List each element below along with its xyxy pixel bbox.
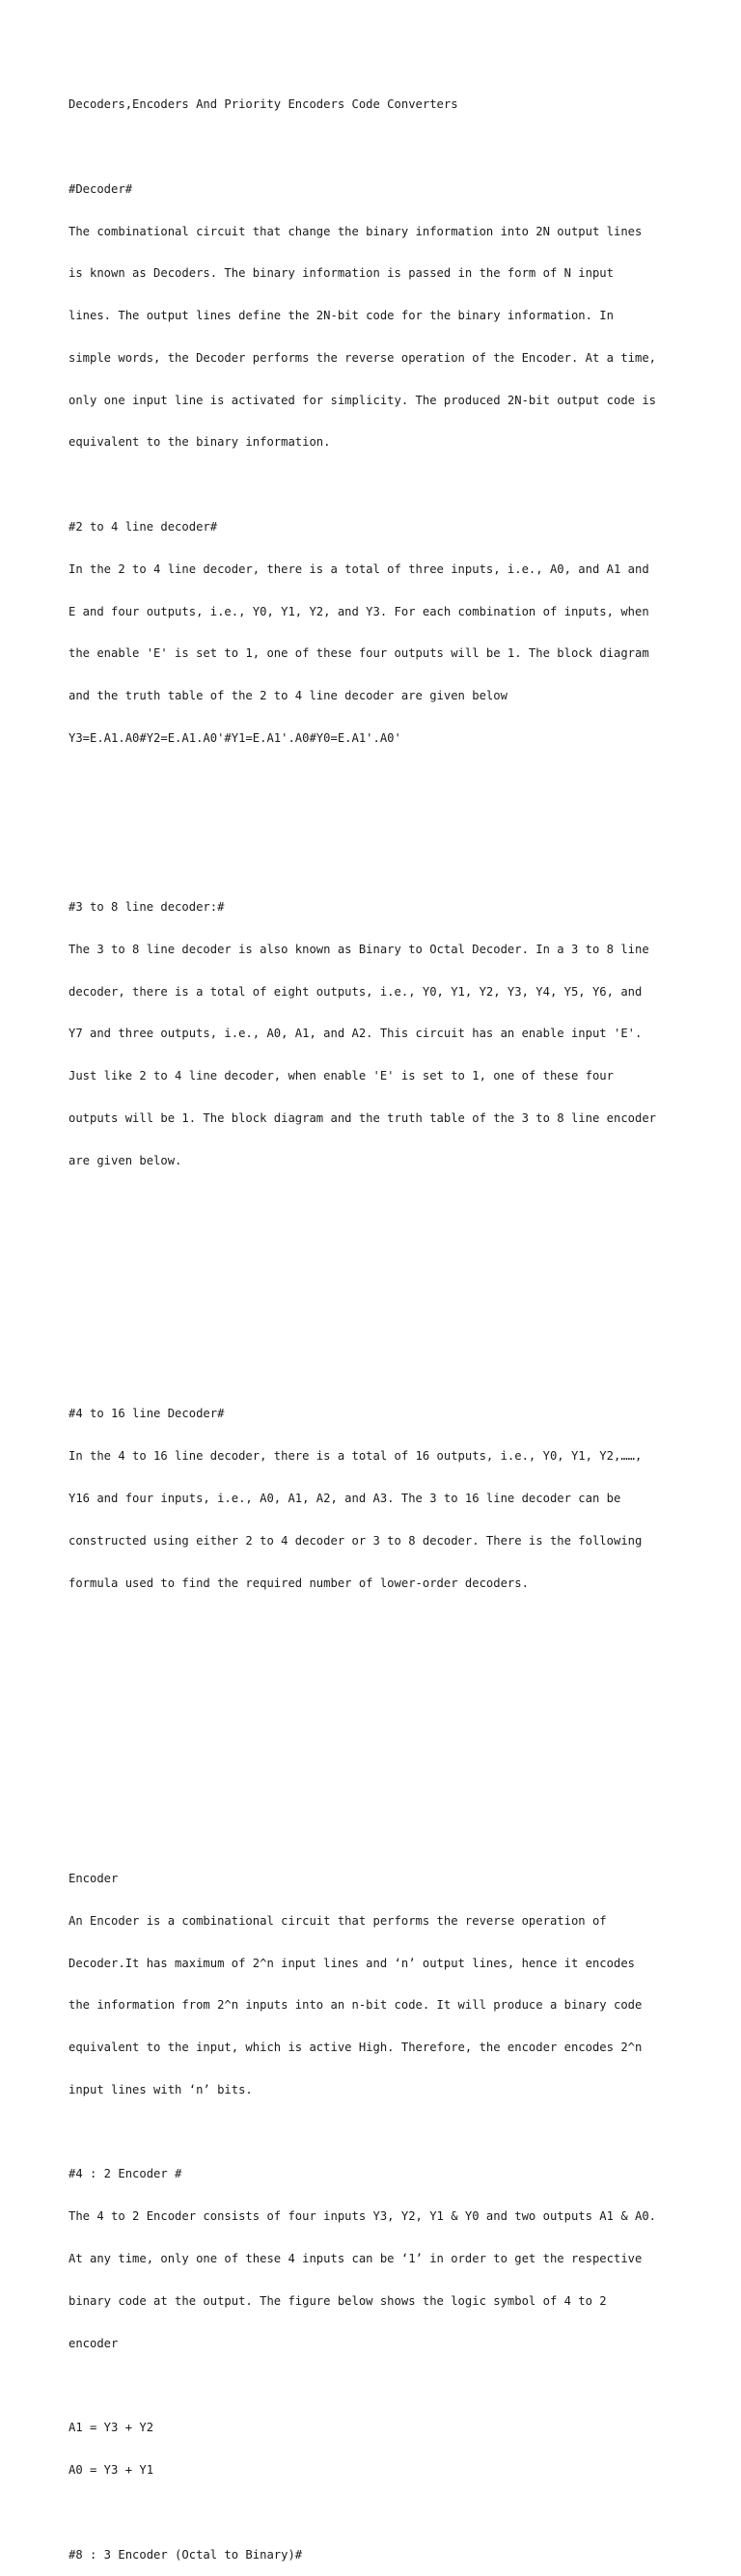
text-line: In the 4 to 16 line decoder, there is a total of 16 outputs, i.e., Y0, Y1, Y2,……, <box>69 1449 643 1464</box>
text-line: simple words, the Decoder performs the reverse operation of the Encoder. At a time, <box>69 350 657 365</box>
section-heading-4to2-encoder: #4 : 2 Encoder # <box>69 2167 182 2181</box>
formula-a1: A1 = Y3 + Y2 <box>69 2421 154 2435</box>
text-line: An Encoder is a combinational circuit that performs the reverse operation of <box>69 1913 607 1928</box>
text-line: The combinational circuit that change the binary information into 2N output lines <box>69 224 643 238</box>
section-heading-2to4-decoder: #2 to 4 line decoder# <box>69 520 218 534</box>
blank-line <box>69 1787 686 1801</box>
blank-line <box>69 2378 686 2393</box>
blank-line <box>69 1618 686 1632</box>
text-line: binary code at the output. The figure below shows the logic symbol of 4 to 2 <box>69 2293 607 2308</box>
section-heading-3to8-decoder: #3 to 8 line decoder:# <box>69 900 225 915</box>
blank-line <box>69 1365 686 1380</box>
section-heading-8to3-encoder: #8 : 3 Encoder (Octal to Binary)# <box>69 2547 303 2562</box>
blank-line <box>69 1703 686 1717</box>
text-line: The 3 to 8 line decoder is also known as Binary to Octal Decoder. In a 3 to 8 line <box>69 942 649 956</box>
text-line: Y16 and four inputs, i.e., A0, A1, A2, and A3. The 3 to 16 line decoder can be <box>69 1491 621 1505</box>
blank-line <box>69 2125 686 2140</box>
blank-line <box>69 774 686 788</box>
section-heading-encoder: Encoder <box>69 1872 119 1885</box>
text-line: At any time, only one of these 4 inputs can be ‘1’ in order to get the respective <box>69 2252 643 2266</box>
text-line: the enable 'E' is set to 1, one of these four outputs will be 1. The block diagram <box>69 646 649 661</box>
text-line: equivalent to the input, which is active High. Therefore, the encoder encodes 2^n <box>69 2041 643 2055</box>
text-line: and the truth table of the 2 to 4 line decoder are given below <box>69 689 508 703</box>
blank-line <box>69 815 686 830</box>
document-title: Decoders,Encoders And Priority Encoders Code Converters <box>69 97 458 112</box>
text-line: lines. The output lines define the 2N-bit code for the binary information. In <box>69 309 614 323</box>
section-heading-decoder: #Decoder# <box>69 181 133 196</box>
blank-line <box>69 1660 686 1675</box>
blank-line <box>69 1238 686 1252</box>
text-line: Decoder.It has maximum of 2^n input lines and ‘n’ output lines, hence it encodes <box>69 1956 635 1970</box>
text-line: In the 2 to 4 line decoder, there is a total of three inputs, i.e., A0, and A1 and <box>69 562 649 576</box>
text-line: Y7 and three outputs, i.e., A0, A1, and A2. This circuit has an enable input 'E'. <box>69 1027 643 1041</box>
text-line: is known as Decoders. The binary information is passed in the form of N input <box>69 266 614 281</box>
text-line: encoder <box>69 2336 119 2350</box>
blank-line <box>69 140 686 154</box>
text-line: outputs will be 1. The block diagram and the truth table of the 3 to 8 line encoder <box>69 1110 657 1125</box>
document-body <box>69 69 686 2576</box>
text-line: input lines with ‘n’ bits. <box>69 2082 253 2096</box>
blank-line <box>69 1196 686 1211</box>
text-line: decoder, there is a total of eight outputs, i.e., Y0, Y1, Y2, Y3, Y4, Y5, Y6, and <box>69 984 643 999</box>
formula-line: Y3=E.A1.A0#Y2=E.A1.A0'#Y1=E.A1'.A0#Y0=E.A1'.A0' <box>69 730 401 745</box>
text-line: are given below. <box>69 1153 182 1167</box>
text-line: formula used to find the required number of lower-order decoders. <box>69 1576 529 1590</box>
text-line: only one input line is activated for simplicity. The produced 2N-bit output code is <box>69 393 657 407</box>
blank-line <box>69 478 686 492</box>
blank-line <box>69 1323 686 1337</box>
section-heading-4to16-decoder: #4 to 16 line Decoder# <box>69 1407 225 1421</box>
blank-line <box>69 1745 686 1760</box>
text-line: constructed using either 2 to 4 decoder or 3 to 8 decoder. There is the following <box>69 1533 643 1548</box>
text-line: equivalent to the binary information. <box>69 435 331 450</box>
blank-line <box>69 858 686 872</box>
blank-line <box>69 2506 686 2520</box>
text-line: E and four outputs, i.e., Y0, Y1, Y2, and Y3. For each combination of inputs, when <box>69 604 649 618</box>
blank-line <box>69 1829 686 1844</box>
formula-a0: A0 = Y3 + Y1 <box>69 2462 154 2477</box>
text-line: Just like 2 to 4 line decoder, when enable 'E' is set to 1, one of these four <box>69 1069 614 1083</box>
blank-line <box>69 1280 686 1295</box>
text-line: the information from 2^n inputs into an n-bit code. It will produce a binary code <box>69 1998 643 2013</box>
text-line: The 4 to 2 Encoder consists of four inputs Y3, Y2, Y1 & Y0 and two outputs A1 & A0. <box>69 2209 657 2224</box>
